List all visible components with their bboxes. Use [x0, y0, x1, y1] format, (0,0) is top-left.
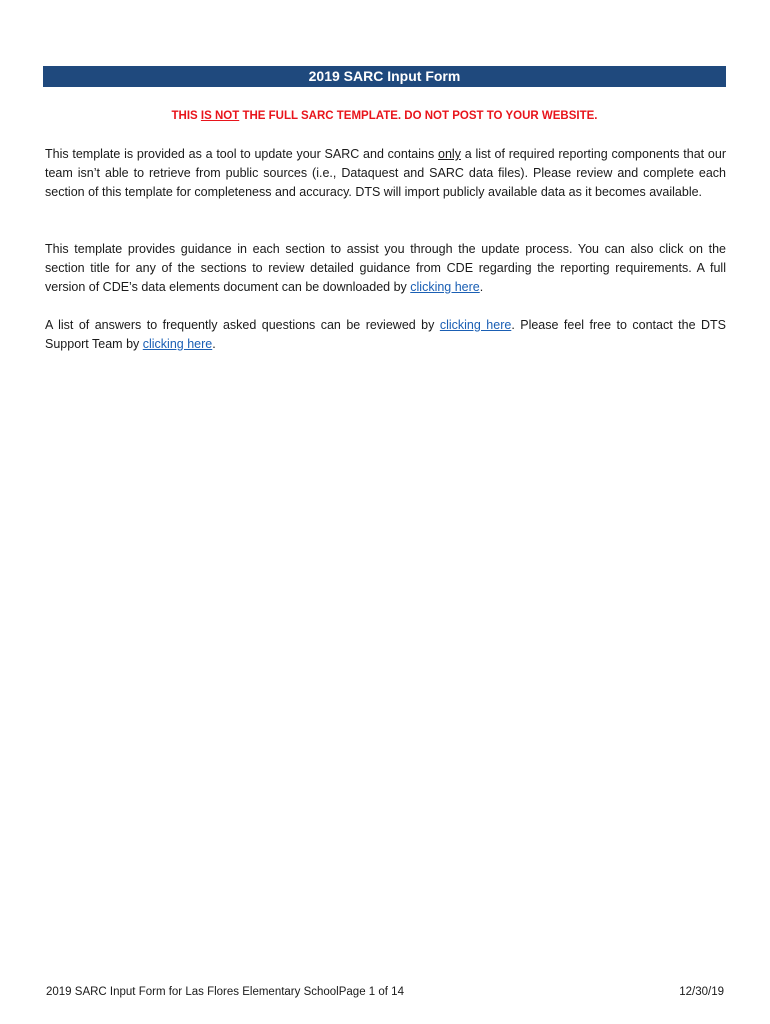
p3-text-c: .	[212, 337, 216, 351]
warning-emphasis: IS NOT	[200, 110, 240, 122]
form-title-bar	[43, 66, 726, 87]
warning-text-start: THIS	[171, 110, 201, 122]
intro-paragraph-3	[45, 316, 726, 354]
warning-banner	[43, 108, 726, 124]
support-contact-link[interactable]: clicking here	[142, 337, 213, 351]
intro-paragraph-1	[45, 145, 726, 202]
p2-text-a: This template provides guidance in each section to assist you through the update process. You can also click on the section title for any of the sections to review detailed guidance from CDE regarding the reporting requirements. A full version of CDE’s data elements document can be downloaded by	[45, 242, 726, 294]
p1-text-b: a list of required reporting components that our team isn’t able to retrieve from public sources (i.e., Dataquest and SARC data files). Please review and complete each section of this template for completeness and accuracy. DTS will import publicly available data as it becomes available.	[45, 147, 726, 199]
p2-text-b: .	[479, 280, 484, 294]
warning-text-end: THE FULL SARC TEMPLATE. DO NOT POST TO YOUR WEBSITE.	[239, 110, 598, 122]
p1-only-emphasis: only	[438, 147, 461, 161]
footer-page-info: 2019 SARC Input Form for Las Flores Elementary SchoolPage 1 of 14	[46, 986, 404, 998]
form-title: 2019 SARC Input Form	[308, 68, 461, 84]
p3-text-b: . Please feel free to contact the DTS Support Team by	[45, 318, 726, 351]
intro-paragraph-2	[45, 240, 726, 297]
data-elements-download-link[interactable]: clicking here	[410, 280, 480, 294]
faq-link[interactable]: clicking here	[439, 318, 512, 332]
p1-text-a: This template is provided as a tool to update your SARC and contains	[45, 147, 439, 161]
p3-text-a: A list of answers to frequently asked questions can be reviewed by	[45, 318, 440, 332]
footer-date: 12/30/19	[679, 986, 724, 998]
